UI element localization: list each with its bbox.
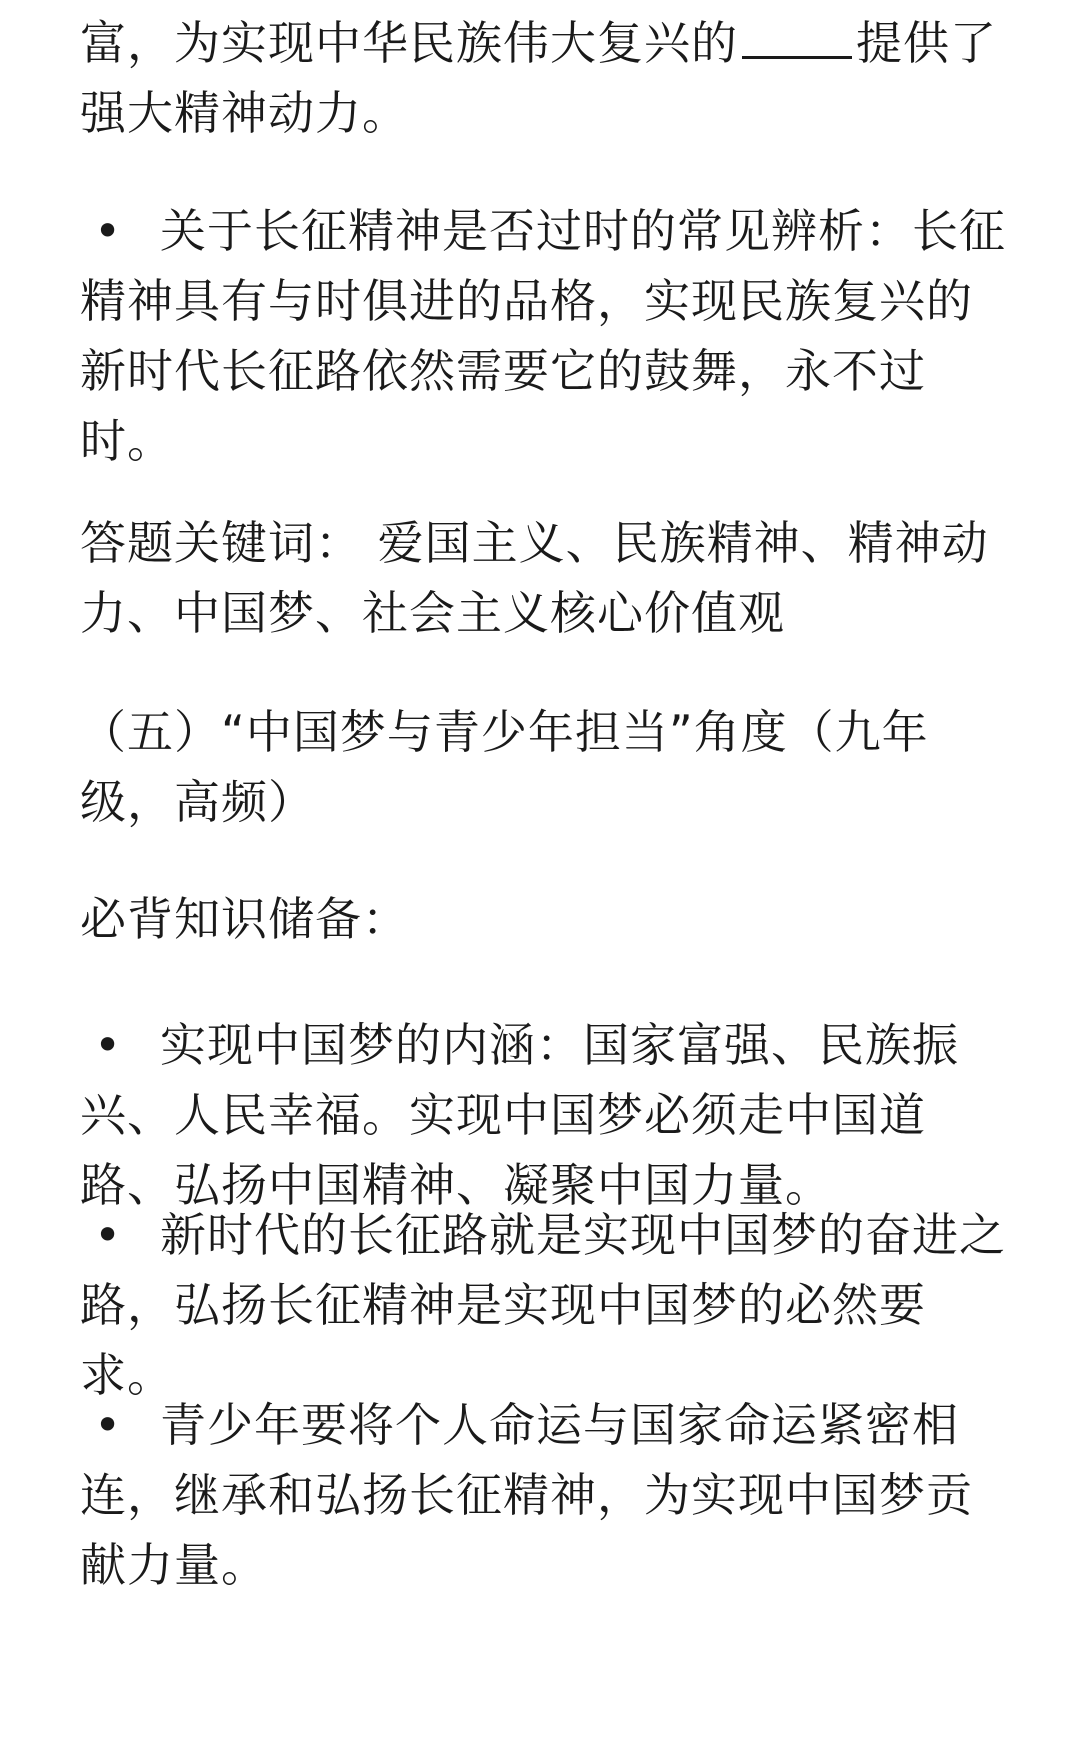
intro-paragraph [80,8,1010,148]
bullet-dot-icon: • [94,1018,123,1072]
list-item-text: 实现中国梦的内涵：国家富强、民族振兴、人民幸福。实现中国梦必须走中国道路、弘扬中国精神、凝聚中国力量。 [80,1018,959,1212]
bullet-dot-icon: • [94,1208,123,1262]
bullet-longmarch [80,196,1010,476]
knowledge-heading [80,884,1010,954]
knowledge-heading-text: 必背知识储备： [80,892,409,946]
bullet-dot-icon: • [94,204,123,258]
intro-text-b: 提供了强大精神动力。 [80,16,997,140]
list-item-text: 新时代的长征路就是实现中国梦的奋进之路，弘扬长征精神是实现中国梦的必然要求。 [80,1208,1006,1402]
section-heading-5 [80,697,1010,837]
keywords-text: 答题关键词： 爱国主义、民族精神、精神动力、中国梦、社会主义核心价值观 [80,516,989,640]
intro-text-a: 富，为实现中华民族伟大复兴的 [80,16,738,70]
section-heading-text: （五）“中国梦与青少年担当”角度（九年级，高频） [80,705,929,829]
list-item [80,1390,1010,1600]
list-item [80,1010,1010,1220]
keywords-paragraph [80,508,1010,648]
list-item-text: 青少年要将个人命运与国家命运紧密相连，继承和弘扬长征精神，为实现中国梦贡献力量。 [80,1398,973,1592]
fill-in-blank [742,16,852,59]
list-item [80,1200,1010,1410]
bullet-dot-icon: • [94,1398,123,1452]
bullet-longmarch-text: 关于长征精神是否过时的常见辨析：长征精神具有与时俱进的品格，实现民族复兴的新时代长征路依然需要它的鼓舞，永不过时。 [80,204,1006,468]
